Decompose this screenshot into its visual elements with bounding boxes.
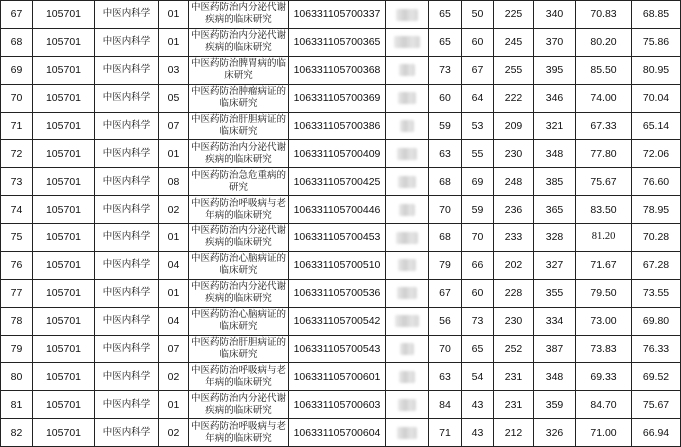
redaction-blur [396,9,418,21]
score-politics: 63 [429,363,462,391]
score-english: 50 [462,1,494,29]
major-code: 105701 [33,224,95,252]
score-english: 55 [462,140,494,168]
major-name: 中医内科学 [95,251,159,279]
major-name: 中医内科学 [95,391,159,419]
score-retest: 71.67 [576,251,632,279]
score-total: 346 [534,84,576,112]
direction-code: 04 [159,307,189,335]
redaction-blur [395,315,419,327]
score-professional: 252 [494,335,534,363]
research-direction: 中医药防治呼吸病与老年病的临床研究 [189,196,289,224]
redacted-name [386,363,429,391]
redacted-name [386,112,429,140]
redaction-blur [399,371,415,383]
score-retest: 74.00 [576,84,632,112]
score-english: 60 [462,28,494,56]
score-english: 59 [462,196,494,224]
major-name: 中医内科学 [95,363,159,391]
redacted-name [386,84,429,112]
major-code: 105701 [33,56,95,84]
table-row [1,140,681,168]
redaction-blur [394,36,420,48]
major-code: 105701 [33,140,95,168]
research-direction: 中医药防治呼吸病与老年病的临床研究 [189,419,289,447]
score-final: 73.55 [632,279,681,307]
major-name: 中医内科学 [95,196,159,224]
row-number: 70 [1,84,33,112]
research-direction: 中医药防治内分泌代谢疾病的临床研究 [189,279,289,307]
score-politics: 65 [429,1,462,29]
score-total: 321 [534,112,576,140]
score-english: 60 [462,279,494,307]
score-professional: 225 [494,1,534,29]
table-row [1,112,681,140]
row-number: 80 [1,363,33,391]
row-number: 71 [1,112,33,140]
score-total: 385 [534,168,576,196]
exam-id: 106331105700368 [289,56,386,84]
exam-id: 106331105700604 [289,419,386,447]
row-number: 77 [1,279,33,307]
direction-code: 01 [159,391,189,419]
score-total: 355 [534,279,576,307]
table-row [1,168,681,196]
score-english: 67 [462,56,494,84]
score-politics: 67 [429,279,462,307]
score-professional: 245 [494,28,534,56]
score-politics: 73 [429,56,462,84]
redacted-name [386,168,429,196]
score-final: 72.06 [632,140,681,168]
table-row [1,391,681,419]
redaction-blur [398,259,416,271]
major-name: 中医内科学 [95,224,159,252]
score-english: 64 [462,84,494,112]
score-politics: 84 [429,391,462,419]
score-english: 73 [462,307,494,335]
row-number: 74 [1,196,33,224]
major-code: 105701 [33,196,95,224]
score-retest: 85.50 [576,56,632,84]
major-name: 中医内科学 [95,28,159,56]
score-english: 70 [462,224,494,252]
score-final: 69.52 [632,363,681,391]
score-total: 387 [534,335,576,363]
score-professional: 209 [494,112,534,140]
direction-code: 02 [159,196,189,224]
score-retest: 84.70 [576,391,632,419]
score-final: 70.04 [632,84,681,112]
research-direction: 中医药防治心脑病证的临床研究 [189,251,289,279]
score-politics: 59 [429,112,462,140]
redacted-name [386,419,429,447]
score-english: 43 [462,419,494,447]
row-number: 69 [1,56,33,84]
major-name: 中医内科学 [95,419,159,447]
score-english: 54 [462,363,494,391]
redacted-name [386,391,429,419]
score-english: 66 [462,251,494,279]
major-code: 105701 [33,419,95,447]
score-english: 69 [462,168,494,196]
score-politics: 71 [429,419,462,447]
table-row [1,28,681,56]
direction-code: 05 [159,84,189,112]
redaction-blur [398,399,416,411]
research-direction: 中医药防治内分泌代谢疾病的临床研究 [189,140,289,168]
score-total: 359 [534,391,576,419]
redaction-blur [400,120,414,132]
research-direction: 中医药防治急危重病的研究 [189,168,289,196]
major-code: 105701 [33,251,95,279]
score-professional: 255 [494,56,534,84]
redacted-name [386,1,429,29]
exam-id: 106331105700409 [289,140,386,168]
score-final: 75.86 [632,28,681,56]
redacted-name [386,307,429,335]
row-number: 76 [1,251,33,279]
major-code: 105701 [33,335,95,363]
score-professional: 248 [494,168,534,196]
exam-id: 106331105700543 [289,335,386,363]
score-final: 76.33 [632,335,681,363]
table-body [1,1,681,447]
major-name: 中医内科学 [95,279,159,307]
score-final: 76.60 [632,168,681,196]
score-politics: 68 [429,224,462,252]
score-final: 78.95 [632,196,681,224]
redacted-name [386,140,429,168]
major-name: 中医内科学 [95,56,159,84]
score-politics: 60 [429,84,462,112]
table-row [1,419,681,447]
direction-code: 02 [159,419,189,447]
score-total: 334 [534,307,576,335]
redacted-name [386,196,429,224]
score-professional: 236 [494,196,534,224]
table-row [1,84,681,112]
score-retest: 83.50 [576,196,632,224]
redaction-blur [398,92,416,104]
score-politics: 65 [429,28,462,56]
table-row [1,335,681,363]
score-retest: 69.33 [576,363,632,391]
direction-code: 01 [159,28,189,56]
redacted-name [386,251,429,279]
row-number: 78 [1,307,33,335]
score-professional: 230 [494,307,534,335]
exam-id: 106331105700369 [289,84,386,112]
major-code: 105701 [33,168,95,196]
score-politics: 70 [429,335,462,363]
score-final: 80.95 [632,56,681,84]
redaction-blur [399,64,415,76]
score-final: 75.67 [632,391,681,419]
exam-id: 106331105700446 [289,196,386,224]
score-retest: 77.80 [576,140,632,168]
score-total: 340 [534,1,576,29]
major-name: 中医内科学 [95,84,159,112]
major-code: 105701 [33,28,95,56]
exam-id: 106331105700365 [289,28,386,56]
major-name: 中医内科学 [95,335,159,363]
row-number: 82 [1,419,33,447]
score-total: 370 [534,28,576,56]
score-retest: 73.83 [576,335,632,363]
table-row [1,224,681,252]
redacted-name [386,224,429,252]
direction-code: 01 [159,224,189,252]
major-code: 105701 [33,279,95,307]
direction-code: 07 [159,112,189,140]
row-number: 72 [1,140,33,168]
major-code: 105701 [33,363,95,391]
redaction-blur [397,148,417,160]
table-row [1,251,681,279]
score-politics: 63 [429,140,462,168]
research-direction: 中医药防治内分泌代谢疾病的临床研究 [189,1,289,29]
score-politics: 68 [429,168,462,196]
score-total: 365 [534,196,576,224]
direction-code: 08 [159,168,189,196]
exam-id: 106331105700601 [289,363,386,391]
redaction-blur [399,204,415,216]
research-direction: 中医药防治脾胃病的临床研究 [189,56,289,84]
score-retest: 71.00 [576,419,632,447]
major-name: 中医内科学 [95,1,159,29]
exam-id: 106331105700425 [289,168,386,196]
table-row [1,1,681,29]
exam-id: 106331105700536 [289,279,386,307]
exam-id: 106331105700337 [289,1,386,29]
row-number: 67 [1,1,33,29]
direction-code: 01 [159,1,189,29]
research-direction: 中医药防治内分泌代谢疾病的临床研究 [189,28,289,56]
score-final: 66.94 [632,419,681,447]
redacted-name [386,28,429,56]
score-professional: 222 [494,84,534,112]
score-retest: 80.20 [576,28,632,56]
row-number: 81 [1,391,33,419]
research-direction: 中医药防治内分泌代谢疾病的临床研究 [189,391,289,419]
major-code: 105701 [33,1,95,29]
score-retest: 73.00 [576,307,632,335]
score-english: 43 [462,391,494,419]
score-total: 327 [534,251,576,279]
score-final: 70.28 [632,224,681,252]
research-direction: 中医药防治心脑病证的临床研究 [189,307,289,335]
score-politics: 70 [429,196,462,224]
score-final: 67.28 [632,251,681,279]
row-number: 79 [1,335,33,363]
score-professional: 233 [494,224,534,252]
direction-code: 01 [159,140,189,168]
exam-id: 106331105700542 [289,307,386,335]
score-total: 348 [534,140,576,168]
table-row [1,196,681,224]
score-professional: 231 [494,363,534,391]
table-row [1,56,681,84]
table-row [1,363,681,391]
redaction-blur [397,287,417,299]
research-direction: 中医药防治内分泌代谢疾病的临床研究 [189,224,289,252]
score-final: 68.85 [632,1,681,29]
row-number: 68 [1,28,33,56]
direction-code: 03 [159,56,189,84]
score-total: 326 [534,419,576,447]
redacted-name [386,335,429,363]
score-professional: 230 [494,140,534,168]
redacted-name [386,279,429,307]
direction-code: 07 [159,335,189,363]
score-politics: 79 [429,251,462,279]
direction-code: 04 [159,251,189,279]
score-total: 395 [534,56,576,84]
major-code: 105701 [33,84,95,112]
exam-id: 106331105700510 [289,251,386,279]
major-code: 105701 [33,391,95,419]
score-final: 69.80 [632,307,681,335]
exam-id: 106331105700386 [289,112,386,140]
redaction-blur [396,232,418,244]
major-code: 105701 [33,112,95,140]
exam-id: 106331105700603 [289,391,386,419]
score-english: 65 [462,335,494,363]
score-professional: 228 [494,279,534,307]
score-politics: 56 [429,307,462,335]
score-total: 348 [534,363,576,391]
score-retest: 81.20 [576,224,632,252]
research-direction: 中医药防治肝胆病证的临床研究 [189,335,289,363]
direction-code: 01 [159,279,189,307]
exam-id: 106331105700453 [289,224,386,252]
redaction-blur [398,176,416,188]
major-name: 中医内科学 [95,140,159,168]
score-professional: 212 [494,419,534,447]
research-direction: 中医药防治呼吸病与老年病的临床研究 [189,363,289,391]
score-professional: 231 [494,391,534,419]
redaction-blur [400,343,414,355]
redaction-blur [397,427,417,439]
major-name: 中医内科学 [95,168,159,196]
major-name: 中医内科学 [95,112,159,140]
score-retest: 70.83 [576,1,632,29]
table-row [1,279,681,307]
score-professional: 202 [494,251,534,279]
redacted-name [386,56,429,84]
research-direction: 中医药防治肝胆病证的临床研究 [189,112,289,140]
direction-code: 02 [159,363,189,391]
research-direction: 中医药防治肿瘤病证的临床研究 [189,84,289,112]
major-code: 105701 [33,307,95,335]
row-number: 73 [1,168,33,196]
score-total: 328 [534,224,576,252]
table-row [1,307,681,335]
score-retest: 67.33 [576,112,632,140]
major-name: 中医内科学 [95,307,159,335]
score-english: 53 [462,112,494,140]
score-retest: 79.50 [576,279,632,307]
score-retest: 75.67 [576,168,632,196]
score-final: 65.14 [632,112,681,140]
row-number: 75 [1,224,33,252]
